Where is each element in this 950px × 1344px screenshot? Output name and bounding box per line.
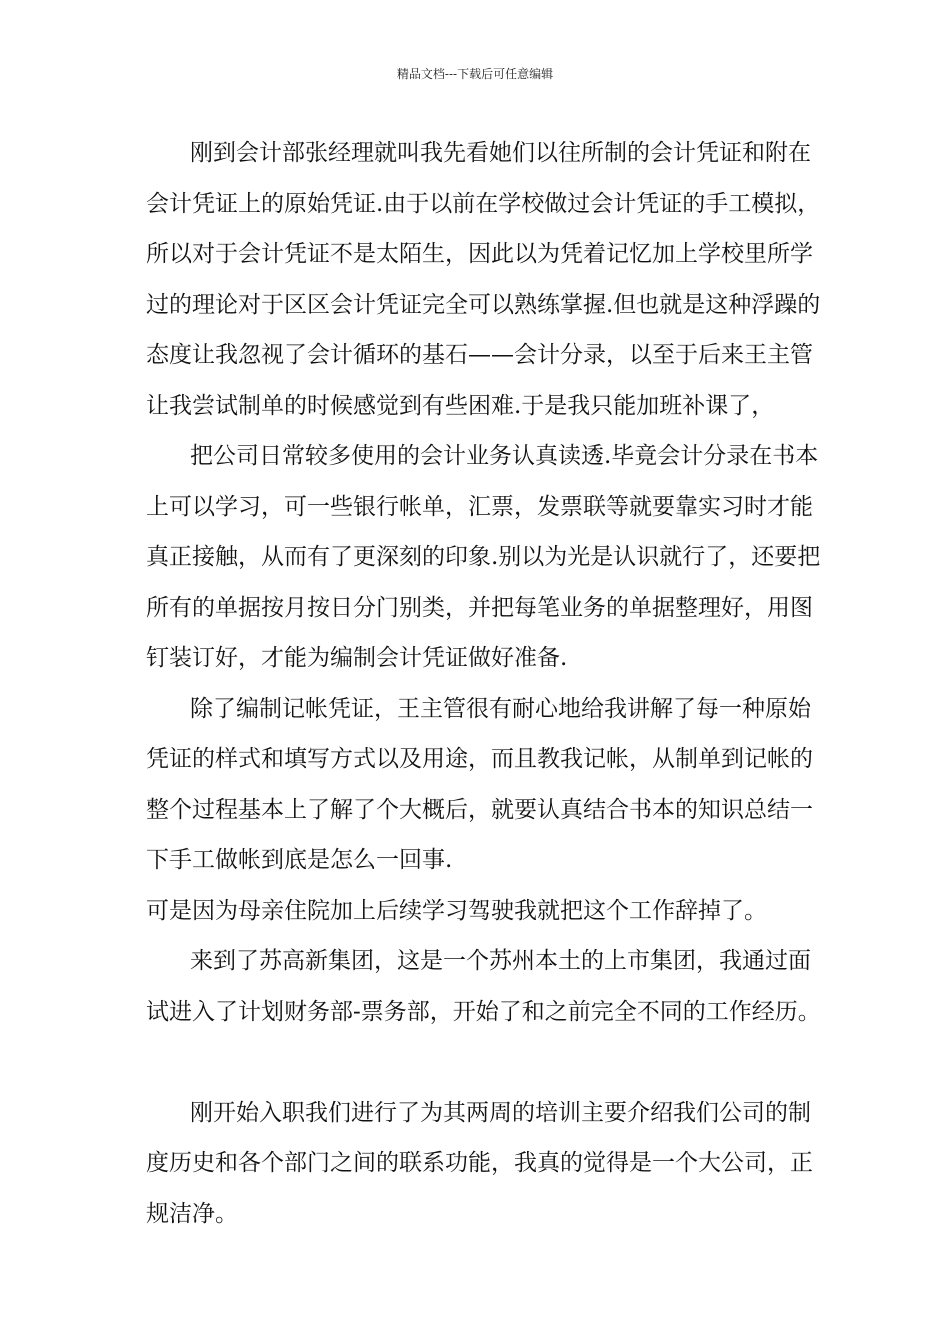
text-line: 真正接触，从而有了更深刻的印象.别以为光是认识就行了，还要把 — [146, 544, 821, 570]
text-line: 试进入了计划财务部-票务部，开始了和之前完全不同的工作经历。 — [146, 998, 821, 1025]
paragraph — [146, 936, 821, 1037]
paragraph — [146, 1088, 814, 1240]
text-line: 钉装订好，才能为编制会计凭证做好准备. — [146, 645, 568, 671]
text-line: 所有的单据按月按日分门别类，并把每笔业务的单据整理好，用图 — [146, 594, 813, 621]
text-line: 上可以学习，可一些银行帐单，汇票，发票联等就要靠实习时才能 — [146, 493, 813, 520]
text-line: 态度让我忽视了会计循环的基石——会计分录，以至于后来王主管 — [146, 342, 813, 368]
text-line: 整个过程基本上了解了个大概后，就要认真结合书本的知识总结一 — [146, 796, 813, 823]
paragraph — [146, 684, 814, 886]
text-line: 所以对于会计凭证不是太陌生，因此以为凭着记忆加上学校里所学 — [146, 241, 813, 267]
text-line: 除了编制记帐凭证，王主管很有耐心地给我讲解了每一种原始 — [190, 695, 811, 722]
paragraph — [146, 431, 821, 684]
text-line: 来到了苏高新集团，这是一个苏州本土的上市集团，我通过面 — [190, 948, 811, 974]
blank-line — [146, 1037, 814, 1088]
paragraph — [146, 886, 814, 937]
text-line: 度历史和各个部门之间的联系功能，我真的觉得是一个大公司，正 — [146, 1150, 813, 1176]
text-line: 让我尝试制单的时候感觉到有些困难.于是我只能加班补课了， — [146, 392, 775, 419]
text-line: 过的理论对于区区会计凭证完全可以熟练掌握.但也就是这种浮躁的 — [146, 291, 821, 318]
text-line: 刚到会计部张经理就叫我先看她们以往所制的会计凭证和附在 — [190, 140, 811, 166]
page-header: 精品文档---下载后可任意编辑 — [396, 67, 554, 81]
text-line: 凭证的样式和填写方式以及用途，而且教我记帐，从制单到记帐的 — [146, 746, 813, 772]
document-body — [146, 128, 821, 1239]
text-line: 可是因为母亲住院加上后续学习驾驶我就把这个工作辞掉了。 — [146, 897, 767, 924]
text-line: 下手工做帐到底是怎么一回事. — [146, 847, 453, 873]
text-line: 刚开始入职我们进行了为其两周的培训主要介绍我们公司的制 — [190, 1099, 811, 1126]
text-line: 把公司日常较多使用的会计业务认真读透.毕竟会计分录在书本 — [190, 443, 819, 469]
text-line: 规洁净。 — [146, 1200, 238, 1227]
text-line: 会计凭证上的原始凭证.由于以前在学校做过会计凭证的手工模拟， — [146, 190, 821, 217]
paragraph — [146, 128, 821, 431]
